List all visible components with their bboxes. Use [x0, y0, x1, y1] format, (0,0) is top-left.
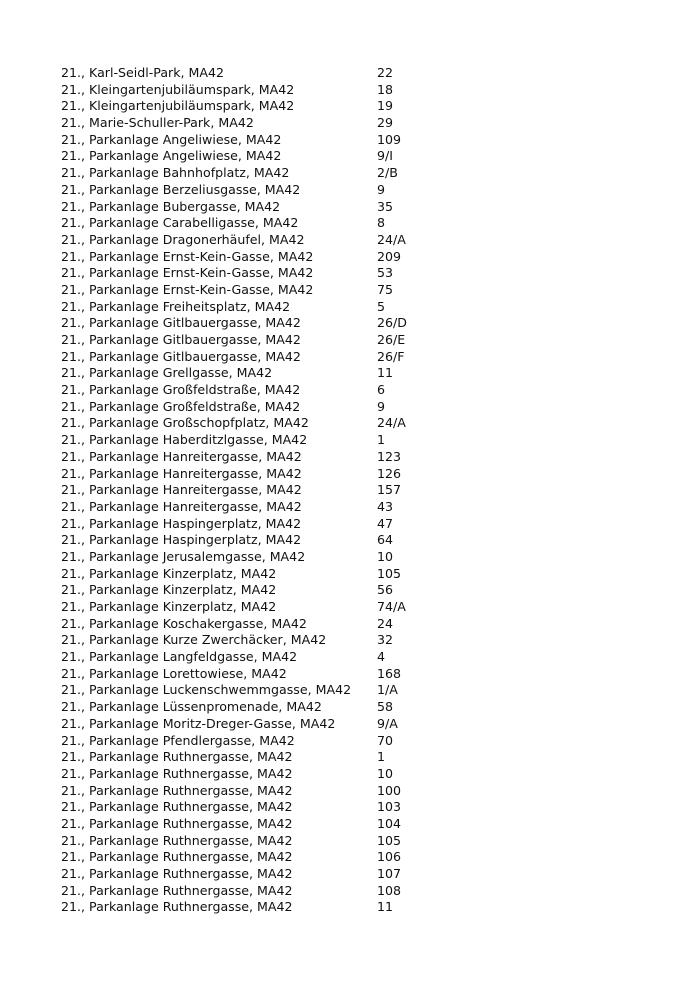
list-row — [61, 165, 407, 182]
list-row — [61, 65, 407, 82]
location-name: 21., Parkanlage Ruthnergasse, MA42 — [61, 882, 293, 898]
location-number: 18 — [377, 81, 394, 97]
location-number: 64 — [377, 532, 394, 548]
list-row — [61, 432, 407, 449]
location-name: 21., Parkanlage Hanreitergasse, MA42 — [61, 498, 302, 514]
list-row — [61, 499, 407, 516]
list-row — [61, 682, 407, 699]
location-number: 9 — [377, 398, 386, 414]
location-name: 21., Parkanlage Dragonerhäufel, MA42 — [61, 231, 305, 247]
location-name: 21., Parkanlage Hanreitergasse, MA42 — [61, 465, 302, 481]
list-row — [61, 532, 407, 549]
location-name: 21., Kleingartenjubiläumspark, MA42 — [61, 81, 295, 97]
location-name: 21., Parkanlage Kurze Zwerchäcker, MA42 — [61, 632, 327, 648]
location-number: 74/A — [377, 599, 406, 614]
location-name: 21., Parkanlage Gitlbauergasse, MA42 — [61, 315, 301, 331]
location-name: 21., Parkanlage Gitlbauergasse, MA42 — [61, 332, 301, 347]
location-name: 21., Parkanlage Jerusalemgasse, MA42 — [61, 548, 306, 564]
location-number: 123 — [377, 448, 402, 464]
list-row — [61, 632, 407, 649]
location-name: 21., Parkanlage Haspingerplatz, MA42 — [61, 532, 302, 548]
location-number: 1/A — [377, 682, 398, 698]
location-number: 168 — [377, 665, 402, 681]
list-row — [61, 82, 407, 99]
location-number: 32 — [377, 632, 394, 648]
list-row — [61, 449, 407, 466]
location-name: 21., Parkanlage Bahnhofplatz, MA42 — [61, 165, 290, 181]
list-row — [61, 599, 407, 616]
list-row — [61, 98, 407, 115]
location-name: 21., Parkanlage Berzeliusgasse, MA42 — [61, 181, 301, 197]
location-name: 21., Parkanlage Großfeldstraße, MA42 — [61, 382, 301, 398]
list-row — [61, 382, 407, 399]
location-number: 75 — [377, 281, 394, 297]
list-row — [61, 899, 407, 916]
list-row — [61, 883, 407, 900]
list-row — [61, 849, 407, 866]
location-name: 21., Parkanlage Angeliwiese, MA42 — [61, 131, 282, 147]
list-row — [61, 299, 407, 316]
list-row — [61, 215, 407, 232]
location-number: 9 — [377, 181, 386, 197]
location-number: 209 — [377, 248, 402, 264]
list-row — [61, 148, 407, 165]
location-number: 24/A — [377, 415, 406, 431]
location-number: 11 — [377, 365, 394, 381]
list-row — [61, 666, 407, 683]
list-row — [61, 816, 407, 833]
location-name: 21., Parkanlage Haberditzlgasse, MA42 — [61, 432, 308, 448]
location-number: 107 — [377, 866, 402, 881]
list-row — [61, 199, 407, 216]
location-name: 21., Parkanlage Kinzerplatz, MA42 — [61, 599, 277, 614]
list-row — [61, 365, 407, 382]
location-number: 1 — [377, 749, 386, 765]
location-name: 21., Marie-Schuller-Park, MA42 — [61, 115, 254, 131]
location-name: 21., Kleingartenjubiläumspark, MA42 — [61, 98, 295, 114]
location-name: 21., Parkanlage Ruthnergasse, MA42 — [61, 815, 293, 831]
location-name: 21., Parkanlage Ruthnergasse, MA42 — [61, 749, 293, 765]
location-number: 11 — [377, 899, 394, 915]
list-row — [61, 265, 407, 282]
location-number: 26/D — [377, 315, 407, 331]
location-name: 21., Parkanlage Ruthnergasse, MA42 — [61, 849, 293, 865]
location-name: 21., Parkanlage Kinzerplatz, MA42 — [61, 565, 277, 581]
list-row — [61, 766, 407, 783]
location-number: 26/E — [377, 332, 406, 347]
location-name: 21., Parkanlage Ruthnergasse, MA42 — [61, 866, 293, 881]
location-name: 21., Parkanlage Ernst-Kein-Gasse, MA42 — [61, 281, 314, 297]
location-name: 21., Parkanlage Langfeldgasse, MA42 — [61, 649, 298, 665]
location-name: 21., Parkanlage Haspingerplatz, MA42 — [61, 515, 302, 531]
location-number: 35 — [377, 198, 394, 214]
location-number: 100 — [377, 782, 402, 798]
location-name: 21., Parkanlage Luckenschwemmgasse, MA42 — [61, 682, 352, 698]
location-name: 21., Parkanlage Lorettowiese, MA42 — [61, 665, 287, 681]
list-row — [61, 866, 407, 883]
list-row — [61, 733, 407, 750]
location-number: 19 — [377, 98, 394, 114]
list-row — [61, 466, 407, 483]
location-number: 6 — [377, 382, 386, 398]
location-number: 108 — [377, 882, 402, 898]
location-number: 29 — [377, 115, 394, 131]
location-number: 24 — [377, 615, 394, 631]
location-name: 21., Parkanlage Kinzerplatz, MA42 — [61, 582, 277, 598]
location-number: 9/A — [377, 715, 398, 731]
location-number: 157 — [377, 482, 402, 498]
location-name: 21., Parkanlage Ernst-Kein-Gasse, MA42 — [61, 265, 314, 281]
list-row — [61, 566, 407, 583]
location-number: 104 — [377, 815, 402, 831]
location-name: 21., Parkanlage Ruthnergasse, MA42 — [61, 799, 293, 815]
list-row — [61, 549, 407, 566]
list-row — [61, 833, 407, 850]
location-number: 24/A — [377, 231, 406, 247]
location-name: 21., Parkanlage Bubergasse, MA42 — [61, 198, 281, 214]
list-row — [61, 415, 407, 432]
location-number: 26/F — [377, 348, 405, 364]
location-name: 21., Parkanlage Carabelligasse, MA42 — [61, 215, 299, 231]
location-name: 21., Parkanlage Angeliwiese, MA42 — [61, 148, 282, 164]
location-number: 109 — [377, 131, 402, 147]
list-row — [61, 616, 407, 633]
location-name: 21., Parkanlage Freiheitsplatz, MA42 — [61, 298, 291, 314]
list-row — [61, 349, 407, 366]
location-number: 103 — [377, 799, 402, 815]
location-number: 106 — [377, 849, 402, 865]
location-number: 53 — [377, 265, 394, 281]
list-row — [61, 249, 407, 266]
list-row — [61, 332, 407, 349]
location-name: 21., Parkanlage Großfeldstraße, MA42 — [61, 398, 301, 414]
location-name: 21., Parkanlage Ruthnergasse, MA42 — [61, 782, 293, 798]
location-number: 56 — [377, 582, 394, 598]
location-name: 21., Parkanlage Koschakergasse, MA42 — [61, 615, 307, 631]
location-number: 4 — [377, 649, 386, 665]
list-row — [61, 115, 407, 132]
list-row — [61, 799, 407, 816]
location-number: 105 — [377, 565, 402, 581]
list-row — [61, 699, 407, 716]
list-row — [61, 582, 407, 599]
location-name: 21., Parkanlage Lüssenpromenade, MA42 — [61, 699, 322, 715]
location-number: 1 — [377, 432, 386, 448]
address-list — [61, 65, 407, 916]
location-number: 5 — [377, 298, 386, 314]
location-number: 2/B — [377, 165, 398, 181]
list-row — [61, 232, 407, 249]
location-name: 21., Parkanlage Grellgasse, MA42 — [61, 365, 273, 381]
list-row — [61, 315, 407, 332]
location-number: 70 — [377, 732, 394, 748]
location-name: 21., Parkanlage Ruthnergasse, MA42 — [61, 832, 293, 848]
location-name: 21., Parkanlage Gitlbauergasse, MA42 — [61, 348, 301, 364]
location-number: 105 — [377, 832, 402, 848]
location-number: 9/I — [377, 148, 393, 164]
location-name: 21., Karl-Seidl-Park, MA42 — [61, 65, 225, 80]
location-name: 21., Parkanlage Großschopfplatz, MA42 — [61, 415, 309, 431]
location-name: 21., Parkanlage Ruthnergasse, MA42 — [61, 899, 293, 915]
location-number: 58 — [377, 699, 394, 715]
list-row — [61, 132, 407, 149]
list-row — [61, 749, 407, 766]
location-name: 21., Parkanlage Pfendlergasse, MA42 — [61, 732, 295, 748]
list-row — [61, 282, 407, 299]
location-number: 43 — [377, 498, 394, 514]
list-row — [61, 182, 407, 199]
location-name: 21., Parkanlage Moritz-Dreger-Gasse, MA42 — [61, 715, 336, 731]
location-name: 21., Parkanlage Hanreitergasse, MA42 — [61, 482, 302, 498]
location-name: 21., Parkanlage Hanreitergasse, MA42 — [61, 448, 302, 464]
list-row — [61, 399, 407, 416]
location-name: 21., Parkanlage Ruthnergasse, MA42 — [61, 765, 293, 781]
location-number: 10 — [377, 765, 394, 781]
location-number: 10 — [377, 548, 394, 564]
list-row — [61, 716, 407, 733]
location-number: 22 — [377, 65, 394, 80]
location-number: 126 — [377, 465, 402, 481]
list-row — [61, 783, 407, 800]
location-number: 8 — [377, 215, 386, 231]
location-number: 47 — [377, 515, 394, 531]
list-row — [61, 649, 407, 666]
list-row — [61, 516, 407, 533]
list-row — [61, 482, 407, 499]
location-name: 21., Parkanlage Ernst-Kein-Gasse, MA42 — [61, 248, 314, 264]
